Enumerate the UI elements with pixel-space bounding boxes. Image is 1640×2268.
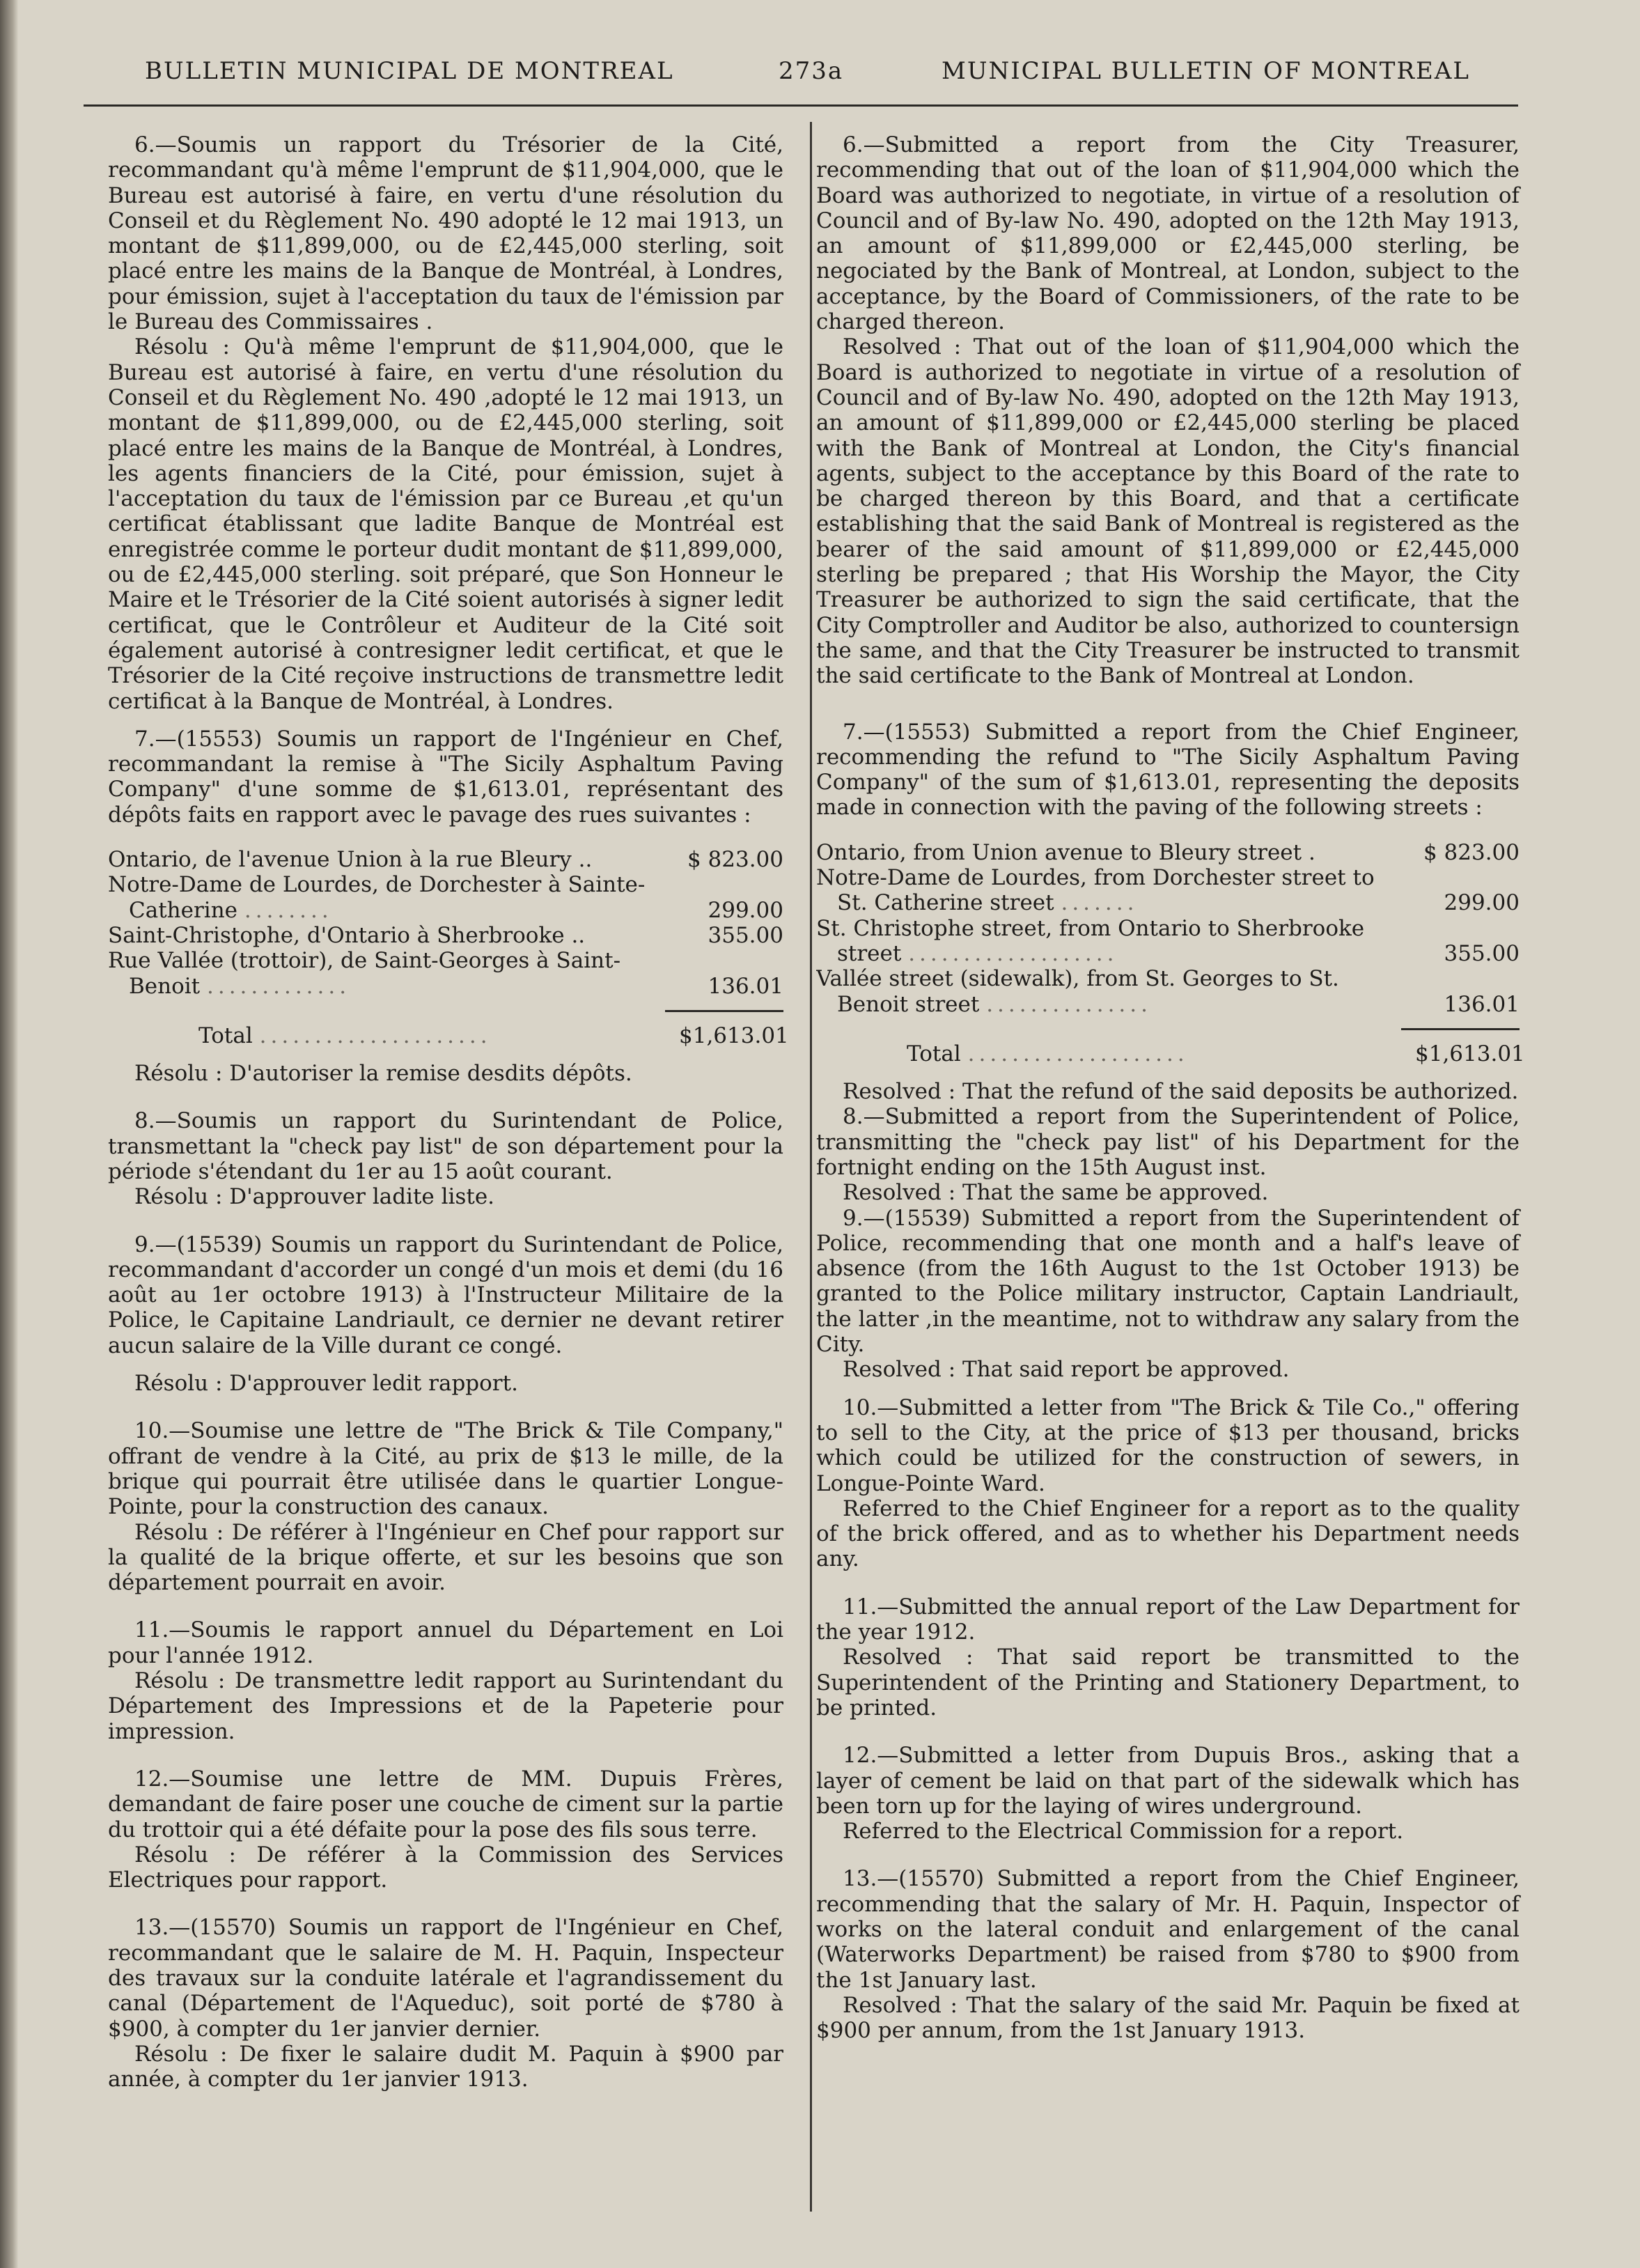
item-10-fr: 10.—Soumise une lettre de "The Brick & Tile Company," offrant de vendre à la Cité, au prix de $13 le mille, de la brique qui pourrait être utilisée dans le quartier Longue-Pointe, pour la construction des canaux. [108, 1418, 783, 1520]
street-amount: 299.00 [708, 897, 783, 923]
streets-row [816, 916, 1520, 967]
page-binding-edge [0, 0, 18, 2268]
page-number: 273a [779, 57, 844, 85]
item-9-fr: 9.—(15539) Soumis un rapport du Surintendant de Police, recommandant d'accorder un congé d'un mois et demi (du 16 août au 1er octobre 1913) à l'Instructeur Militaire de la Police, le Capitaine Landriault, ce dernier ne devant retirer aucun salaire de la Ville durant ce congé. [108, 1232, 783, 1358]
street-amount: $ 823.00 [1423, 839, 1520, 865]
streets-row [816, 865, 1520, 916]
item-12-resolution-fr: Résolu : De référer à la Commission des Services Electriques pour rapport. [108, 1842, 783, 1893]
item-12-fr: 12.—Soumise une lettre de MM. Dupuis Frères, demandant de faire poser une couche de ciment sur la partie du trottoir qui a été défaite pour la pose des fils sous terre. [108, 1766, 783, 1842]
item-9-resolution-fr: Résolu : D'approuver ledit rapport. [134, 1371, 518, 1397]
item-11-resolution-en: Resolved : That said report be transmitted to the Superintendent of the Printing and Stationery Department, to be printed. [816, 1645, 1520, 1721]
item-8-en: 8.—Submitted a report from the Superintendent of Police, transmitting the "check pay list" of his Department for the fortnight ending on the 15th August inst. [816, 1104, 1520, 1180]
street-label: Ontario, from Union avenue to Bleury street . [816, 839, 1315, 865]
item-6-fr: 6.—Soumis un rapport du Trésorier de la Cité, recommandant qu'à même l'emprunt de $11,904,000, que le Bureau est autorisé à faire, en vertu d'une résolution du Conseil et du Règlement No. 490 adopté le 12 mai 1913, un montant de $11,899,000, ou de £2,445,000 sterling, soit placé entre les mains de la Banque de Montréal, à Londres, pour émission, sujet à l'acceptation du taux de l'émission par le Bureau des Commissaires . [108, 132, 783, 335]
item-7-fr: 7.—(15553) Soumis un rapport de l'Ingénieur en Chef, recommandant la remise à "The Sicily Asphaltum Paving Company" d'une somme de $1,613.01, représentant des dépôts faits en rapport avec le pavage des rues suivantes : [108, 726, 783, 828]
street-label: Rue Vallée (trottoir), de Saint-Georges à Saint- Benoit ............. [108, 948, 621, 999]
total-amount: $1,613.01 [679, 1023, 789, 1048]
street-label: Notre-Dame de Lourdes, de Dorchester à Sainte-Catherine ........ [108, 872, 646, 923]
item-11-en: 11.—Submitted the annual report of the Law Department for the year 1912. [816, 1594, 1520, 1645]
streets-row [816, 966, 1520, 1017]
streets-table-en [816, 839, 1525, 1066]
item-13-en: 13.—(15570) Submitted a report from the Chief Engineer, recommending that the salary of Mr. H. Paquin, Inspector of works on the lateral conduit and enlargement of the canal (Waterworks Department) be raised from $780 to $900 from the 1st January last. [816, 1866, 1520, 1993]
item-8-resolution-fr: Résolu : D'approuver ladite liste. [134, 1184, 495, 1210]
street-label: St. Christophe street, from Ontario to Sherbrooke street ................... [816, 915, 1365, 966]
item-7-resolution-en: Resolved : That the refund of the said deposits be authorized. [843, 1079, 1519, 1105]
street-amount: 299.00 [1444, 890, 1520, 916]
item-10-en: 10.—Submitted a letter from "The Brick & Tile Co.," offering to sell to the City, at the price of $13 per thousand, bricks which could be utilized for the construction of sewers, in Longue-Pointe Ward. [816, 1395, 1520, 1496]
total-row: Total .................... $1,613.01 [907, 1041, 1525, 1066]
item-8-fr: 8.—Soumis un rapport du Surintendant de Police, transmettant la "check pay list" de son département pour la période s'étendant du 1er au 15 août courant. [108, 1108, 783, 1184]
total-label: Total [198, 1023, 253, 1048]
item-10-resolution-en: Referred to the Chief Engineer for a report as to the quality of the brick offered, and as to whether his Department needs any. [816, 1496, 1520, 1572]
street-label: Notre-Dame de Lourdes, from Dorchester street to St. Catherine street ....... [816, 865, 1375, 916]
street-amount: $ 823.00 [687, 847, 783, 873]
header-rule [84, 104, 1518, 107]
item-12-en: 12.—Submitted a letter from Dupuis Bros., asking that a layer of cement be laid on that part of the sidewalk which has been torn up for the laying of wires underground. [816, 1743, 1520, 1819]
header-title-en: MUNICIPAL BULLETIN OF MONTREAL [942, 57, 1471, 85]
total-rule [1401, 1028, 1520, 1030]
item-6-resolution-en: Resolved : That out of the loan of $11,904,000 which the Board is authorized to negotiate in virtue of a resolution of Council and of By-law No. 490, adopted on the 12th May 1913, an amount of $11,899,000 or £2,445,000 sterling be placed with the Bank of Montreal at London, the City's financial agents, subject to the acceptance by this Board of the rate to be charged thereon by this Board, and that a certificate establishing that the said Bank of Montreal is registered as the bearer of the said amount of $11,899,000 or £2,445,000 sterling be prepared ; that His Worship the Mayor, the City Treasurer be authorized to sign the said certificate, that the City Comptroller and Auditor be also, authorized to countersign the same, and that the City Treasurer be instructed to transmit the said certificate to the Bank of Montreal at London. [816, 334, 1520, 689]
item-13-resolution-en: Resolved : That the salary of the said Mr. Paquin be fixed at $900 per annum, from the 1st January 1913. [816, 1992, 1520, 2044]
item-6-en: 6.—Submitted a report from the City Treasurer, recommending that out of the loan of $11,904,000 which the Board was authorized to negotiate, in virtue of a resolution of Council and of By-law No. 490, adopted on the 12th May 1913, an amount of $11,899,000 or £2,445,000 sterling, be negociated by the Bank of Montreal, at London, subject to the acceptance, by the Board of Commissioners, of the rate to be charged thereon. [816, 132, 1520, 335]
item-7-resolution-fr: Résolu : D'autoriser la remise desdits dépôts. [134, 1061, 632, 1087]
street-label: Saint-Christophe, d'Ontario à Sherbrooke .. [108, 922, 586, 948]
total-label: Total [907, 1041, 961, 1066]
item-9-en: 9.—(15539) Submitted a report from the Superintendent of Police, recommending that one month and a half's leave of absence (from the 16th August to the 1st October 1913) be granted to the Police military instructor, Captain Landriault, the latter ,in the meantime, not to withdraw any salary from the City. [816, 1205, 1520, 1358]
item-8-resolution-en: Resolved : That the same be approved. [843, 1180, 1269, 1206]
item-9-resolution-en: Resolved : That said report be approved. [843, 1357, 1290, 1383]
street-label: Ontario, de l'avenue Union à la rue Bleury .. [108, 847, 593, 873]
total-rule [665, 1010, 783, 1012]
street-amount: 355.00 [708, 922, 783, 948]
street-amount: 136.01 [708, 973, 783, 999]
street-label: Vallée street (sidewalk), from St. Georges to St. Benoit street ............... [816, 966, 1339, 1017]
item-13-resolution-fr: Résolu : De fixer le salaire dudit M. Paquin à $900 par année, à compter du 1er janvier 1913. [108, 2041, 783, 2092]
item-6-resolution-fr: Résolu : Qu'à même l'emprunt de $11,904,000, que le Bureau est autorisé à faire, en vertu d'une résolution du Conseil et du Règlement No. 490 ,adopté le 12 mai 1913, un montant de $11,899,000, ou de £2,445,000 sterling, soit placé entre les mains de la Banque de Montréal, à Londres, les agents financiers de la Cité, pour émission, sujet à l'acceptation du taux de l'émission par ce Bureau ,et qu'un certificat établissant que ladite Banque de Montréal est enregistrée comme le porteur dudit montant de $11,899,000, ou de £2,445,000 sterling. soit préparé, que Son Honneur le Maire et le Trésorier de la Cité soient autorisés à signer ledit certificat, que le Contrôleur et Auditeur de la Cité soit également autorisé à contresigner ledit certificat, et que le Trésorier de la Cité reçoive instructions de transmettre ledit certificat à la Banque de Montréal, à Londres. [108, 334, 783, 714]
street-amount: 355.00 [1444, 940, 1520, 966]
total-amount: $1,613.01 [1415, 1041, 1525, 1066]
column-divider [810, 122, 812, 2212]
streets-table-fr [108, 847, 789, 1048]
streets-row [108, 923, 783, 948]
total-row: Total ..................... $1,613.01 [198, 1023, 789, 1048]
streets-row [816, 840, 1520, 865]
header-title-fr: BULLETIN MUNICIPAL DE MONTREAL [145, 57, 674, 85]
item-11-fr: 11.—Soumis le rapport annuel du Département en Loi pour l'année 1912. [108, 1617, 783, 1668]
item-7-en: 7.—(15553) Submitted a report from the Chief Engineer, recommending the refund to "The Sicily Asphaltum Paving Company" of the sum of $1,613.01, representing the deposits made in connection with the paving of the following streets : [816, 719, 1520, 821]
item-11-resolution-fr: Résolu : De transmettre ledit rapport au Surintendant du Département des Impressions et de la Papeterie pour impression. [108, 1668, 783, 1744]
streets-row [108, 872, 783, 923]
item-10-resolution-fr: Résolu : De référer à l'Ingénieur en Chef pour rapport sur la qualité de la brique offerte, et sur les besoins que son département pourrait en avoir. [108, 1519, 783, 1596]
streets-row [108, 847, 783, 872]
item-12-resolution-en: Referred to the Electrical Commission for a report. [843, 1819, 1404, 1844]
street-amount: 136.01 [1444, 991, 1520, 1017]
streets-row [108, 948, 783, 999]
french-column [108, 132, 789, 2092]
english-column [816, 132, 1525, 2044]
item-13-fr: 13.—(15570) Soumis un rapport de l'Ingénieur en Chef, recommandant que le salaire de M. H. Paquin, Inspecteur des travaux sur la conduite latérale et l'agrandissement du canal (Département de l'Aqueduc), soit porté de $780 à $900, à compter du 1er janvier dernier. [108, 1915, 783, 2042]
